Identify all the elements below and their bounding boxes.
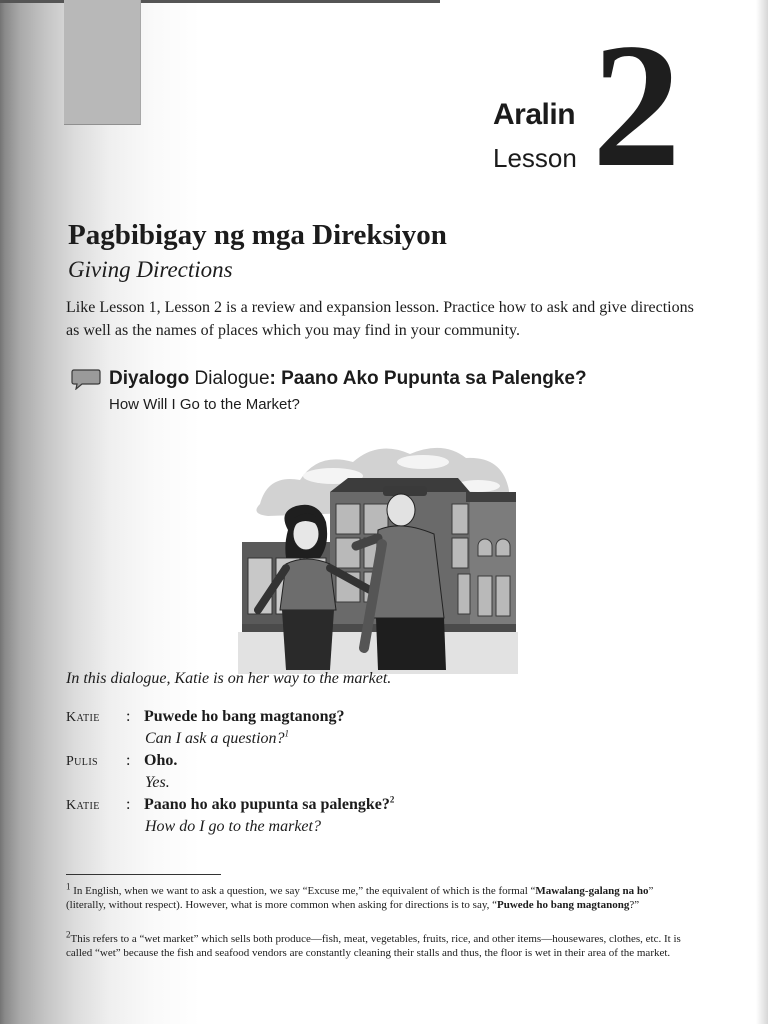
page-tab-marker [64,0,141,125]
footnote-marker: 2 [389,794,395,805]
dialogue-line [66,796,394,814]
speaker-name: Katie [66,798,100,813]
english-translation [145,730,289,748]
filipino-line: Oho. [144,752,178,769]
dialogue-title-en: How Will I Go to the Market? [109,396,300,413]
dialogue-heading-text [109,369,587,390]
page-edge-shadow [756,0,768,1024]
page-title: Pagbibigay ng mga Direksiyon [68,219,447,251]
footnote-text: In English, when we want to ask a question, we say “Excuse me,” the equivalent of which is the formal “ [73,885,536,897]
dialogue-label-en: Dialogue [194,367,270,389]
filipino-line [144,796,394,813]
english-translation: Yes. [145,774,170,791]
dialogue-label-fil: Diyalogo [109,367,190,389]
footnote-1 [66,881,690,912]
speech-bubble-icon [71,368,101,390]
footnote-number: 1 [66,881,71,892]
footnote-2 [66,929,690,960]
footnote-term: Mawalang-galang na ho [535,885,649,897]
lesson-label: Lesson [493,143,577,173]
speaker-name: Pulis [66,754,99,769]
footnote-text: This refers to a “wet market” which sells both produce—fish, meat, vegetables, fruits, rice, and other items—housewares, clothes, etc. It is called “wet” because the fish and seafood vendors are constantly cleaning their stalls and thus, the floor is wet in their area of the market. [66,933,681,959]
footnote-text: ?” [629,899,640,911]
speaker-colon: : [126,708,131,725]
footnote-term: Puwede ho bang magtanong [497,899,630,911]
lesson-number: 2 [592,6,681,204]
dialogue-heading [71,368,587,390]
footnote-number: 2 [66,929,71,940]
dialogue-heading-colon: : [269,367,276,389]
filipino-text: Paano ho ako pupunta sa palengke? [144,796,390,813]
english-translation: How do I go to the market? [145,818,321,835]
footnote-divider [66,874,221,875]
page-subtitle: Giving Directions [68,257,233,282]
dialogue-caption: In this dialogue, Katie is on her way to the market. [66,670,392,687]
dialogue-illustration [238,434,518,674]
aralin-label: Aralin [493,98,576,131]
dialogue-title-fil: Paano Ako Pupunta sa Palengke? [281,367,587,389]
speaker-name: Katie [66,710,100,725]
footnote-marker: 1 [284,728,290,739]
intro-paragraph: Like Lesson 1, Lesson 2 is a review and expansion lesson. Practice how to ask and give directions as well as the names of places which you may find in your community. [66,299,694,339]
filipino-line: Puwede ho bang magtanong? [144,708,345,725]
dialogue-line [66,752,177,770]
english-text: Can I ask a question? [145,730,285,747]
speaker-colon: : [126,752,131,769]
speaker-colon: : [126,796,131,813]
footnote-text: ” (literally, without respect). However, what is more common when asking for directions is to say, “ [66,885,654,911]
dialogue-line [66,708,344,726]
